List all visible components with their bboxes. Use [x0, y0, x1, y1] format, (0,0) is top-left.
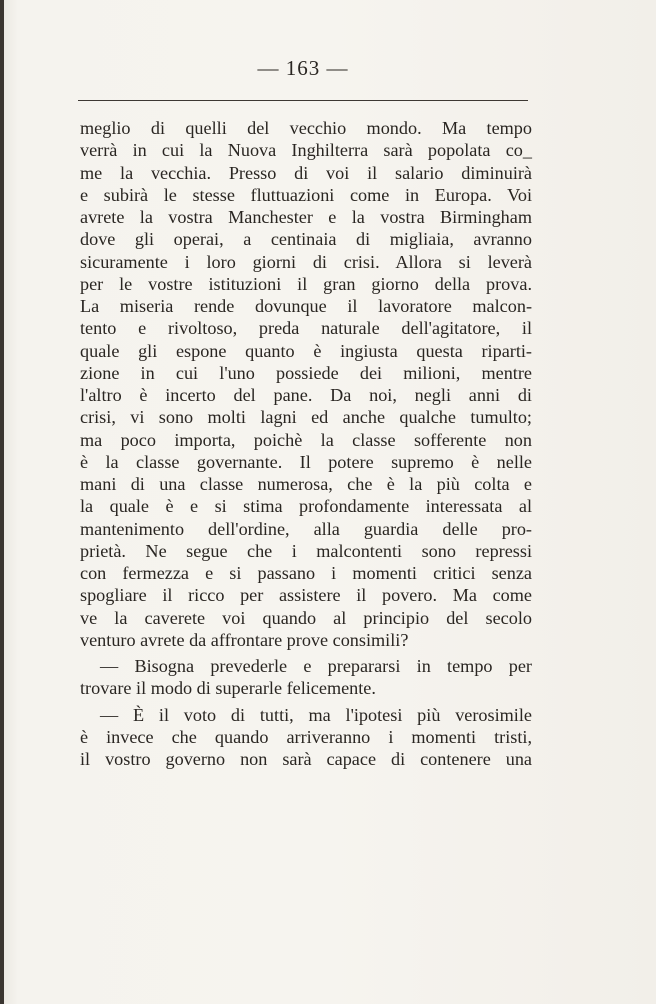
text-line: — È il voto di tutti, ma l'ipotesi più verosimile — [100, 704, 532, 725]
text-line: e subirà le stesse fluttuazioni come in Europa. Voi — [80, 184, 532, 205]
text-line: il vostro governo non sarà capace di contenere una — [80, 749, 532, 769]
text-line: spogliare il ricco per assistere il povero. Ma come — [80, 585, 532, 606]
text-line: è la classe governante. Il potere supremo è nelle — [80, 451, 532, 472]
header-rule — [78, 100, 528, 101]
text-line: dove gli operai, a centinaia di migliaia, avranno — [80, 229, 532, 250]
text-line: l'altro è incerto del pane. Da noi, negli anni di — [80, 385, 532, 405]
text-line: per le vostre istituzioni il gran giorno della prova. — [80, 273, 532, 294]
text-line: ma poco importa, poichè la classe sofferente non — [80, 429, 532, 450]
page-number: — 163 — — [257, 56, 349, 80]
text-line: La miseria rende dovunque il lavoratore malcon- — [80, 296, 532, 316]
text-line: con fermezza e si passano i momenti critici senza — [80, 563, 532, 583]
text-line: quale gli espone quanto è ingiusta questa riparti- — [80, 340, 532, 361]
text-line: sicuramente i loro giorni di crisi. Allora si leverà — [80, 251, 532, 272]
text-line: ve la caverete voi quando al principio del secolo — [80, 607, 532, 628]
text-line: trovare il modo di superarle felicemente. — [80, 678, 376, 699]
text-line: verrà in cui la Nuova Inghilterra sarà popolata co_ — [80, 140, 532, 161]
text-line: la quale è e si stima profondamente interessata al — [80, 496, 532, 517]
text-line: — Bisogna prevederle e prepararsi in tempo per — [100, 656, 532, 676]
text-line: me la vecchia. Presso di voi il salario diminuirà — [80, 162, 532, 183]
text-line: mantenimento dell'ordine, alla guardia delle pro- — [80, 518, 532, 539]
page-spine-edge — [0, 0, 4, 1004]
text-line: zione in cui l'uno possiede dei milioni, mentre — [80, 362, 532, 383]
text-line: avrete la vostra Manchester e la vostra Birmingham — [80, 207, 532, 227]
text-line: tento e rivoltoso, preda naturale dell'agitatore, il — [80, 318, 532, 339]
text-line: è invece che quando arriveranno i momenti tristi, — [80, 726, 532, 747]
text-line: crisi, vi sono molti lagni ed anche qualche tumulto; — [80, 407, 532, 428]
text-line: meglio di quelli del vecchio mondo. Ma tempo — [80, 118, 532, 138]
text-line: mani di una classe numerosa, che è la più colta e — [80, 474, 532, 494]
page-body — [80, 117, 532, 770]
text-line: prietà. Ne segue che i malcontenti sono repressi — [80, 540, 532, 561]
text-line: venturo avrete da affrontare prove consimili? — [80, 629, 409, 650]
